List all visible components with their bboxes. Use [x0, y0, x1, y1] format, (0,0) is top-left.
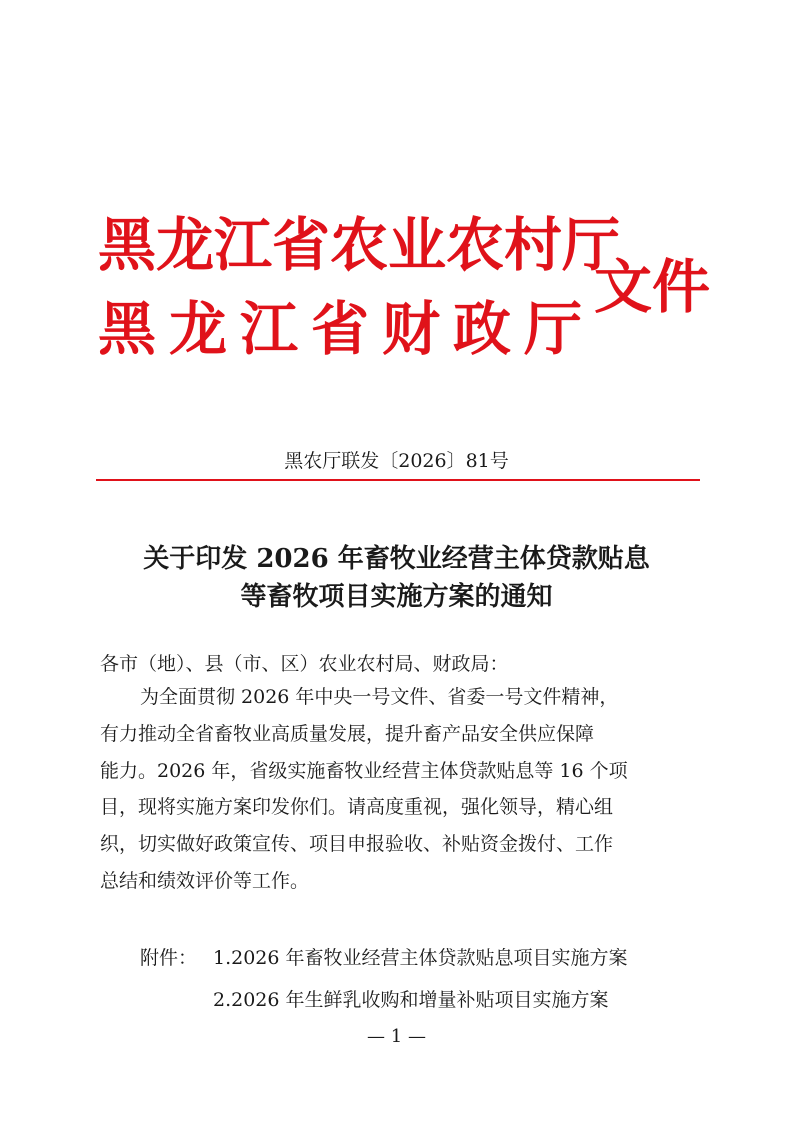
body-line: 织，切实做好政策宣传、项目申报验收、补贴资金拨付、工作	[100, 833, 614, 856]
red-divider-line	[96, 479, 700, 481]
letterhead	[98, 211, 711, 372]
body-line: 为全面贯彻 2026 年中央一号文件、省委一号文件精神，	[140, 686, 619, 708]
document-title	[0, 540, 793, 616]
attachment-item: 2.2026 年生鲜乳收购和增量补贴项目实施方案	[213, 989, 609, 1011]
issuer-agriculture-department: 黑龙江省农业农村厅	[98, 211, 621, 279]
salutation: 各市（地）、县（市、区）农业农村局、财政局：	[100, 653, 509, 675]
attachment-item: 1.2026 年畜牧业经营主体贷款贴息项目实施方案	[213, 947, 628, 969]
body-line: 总结和绩效评价等工作。	[100, 869, 310, 892]
title-line-1: 关于印发 2026 年畜牧业经营主体贷款贴息	[143, 544, 650, 574]
body-paragraph	[100, 679, 700, 900]
title-line-2: 等畜牧项目实施方案的通知	[240, 582, 553, 612]
attachments-label: 附件：	[140, 947, 198, 969]
body-line: 目，现将实施方案印发你们。请高度重视，强化领导，精心组	[100, 796, 614, 819]
body-line: 有力推动全省畜牧业高质量发展，提升畜产品安全供应保障	[100, 722, 595, 745]
document-type-label: 文件	[594, 253, 711, 321]
document-number: 黑农厅联发〔2026〕81号	[284, 450, 509, 472]
page-number: — 1 —	[367, 1026, 426, 1047]
issuer-finance-department: 黑龙江省财政厅	[98, 295, 596, 363]
body-line: 能力。2026 年，省级实施畜牧业经营主体贷款贴息等 16 个项	[100, 759, 628, 782]
